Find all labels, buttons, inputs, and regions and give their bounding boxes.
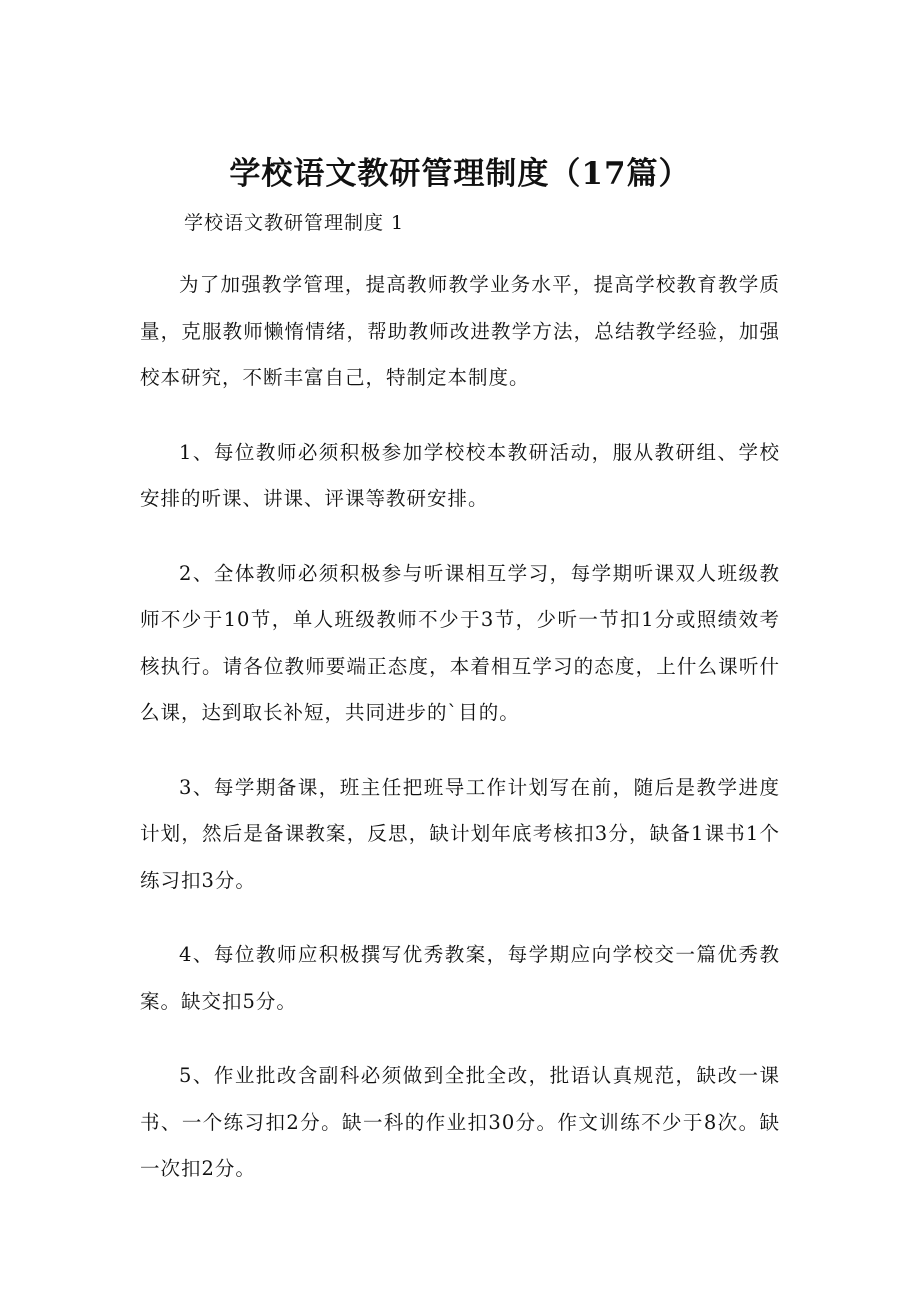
document-body: [140, 262, 780, 1221]
paragraph-rule-2: 2、全体教师必须积极参与听课相互学习，每学期听课双人班级教师不少于10节，单人班级教师不少于3节，少听一节扣1分或照绩效考核执行。请各位教师要端正态度，本着相互学习的态度，上什么课听什么课，达到取长补短，共同进步的`目的。: [140, 561, 780, 724]
paragraph-intro: 为了加强教学管理，提高教师教学业务水平，提高学校教育教学质量，克服教师懒惰情绪，帮助教师改进教学方法，总结教学经验，加强校本研究，不断丰富自己，特制定本制度。: [140, 273, 780, 389]
paragraph-rule-5: 5、作业批改含副科必须做到全批全改，批语认真规范，缺改一课书、一个练习扣2分。缺一科的作业扣30分。作文训练不少于8次。缺一次扣2分。: [140, 1064, 780, 1180]
section-subtitle: 学校语文教研管理制度 1: [184, 212, 405, 234]
paragraph-rule-3: 3、每学期备课，班主任把班导工作计划写在前，随后是教学进度计划，然后是备课教案，反思，缺计划年底考核扣3分，缺备1课书1个练习扣3分。: [140, 775, 780, 892]
paragraph-rule-4: 4、每位教师应积极撰写优秀教案，每学期应向学校交一篇优秀教案。缺交扣5分。: [140, 943, 780, 1013]
document-title: 学校语文教研管理制度（17篇）: [229, 156, 691, 192]
paragraph-rule-1: 1、每位教师必须积极参加学校校本教研活动，服从教研组、学校安排的听课、讲课、评课等教研安排。: [140, 440, 780, 510]
